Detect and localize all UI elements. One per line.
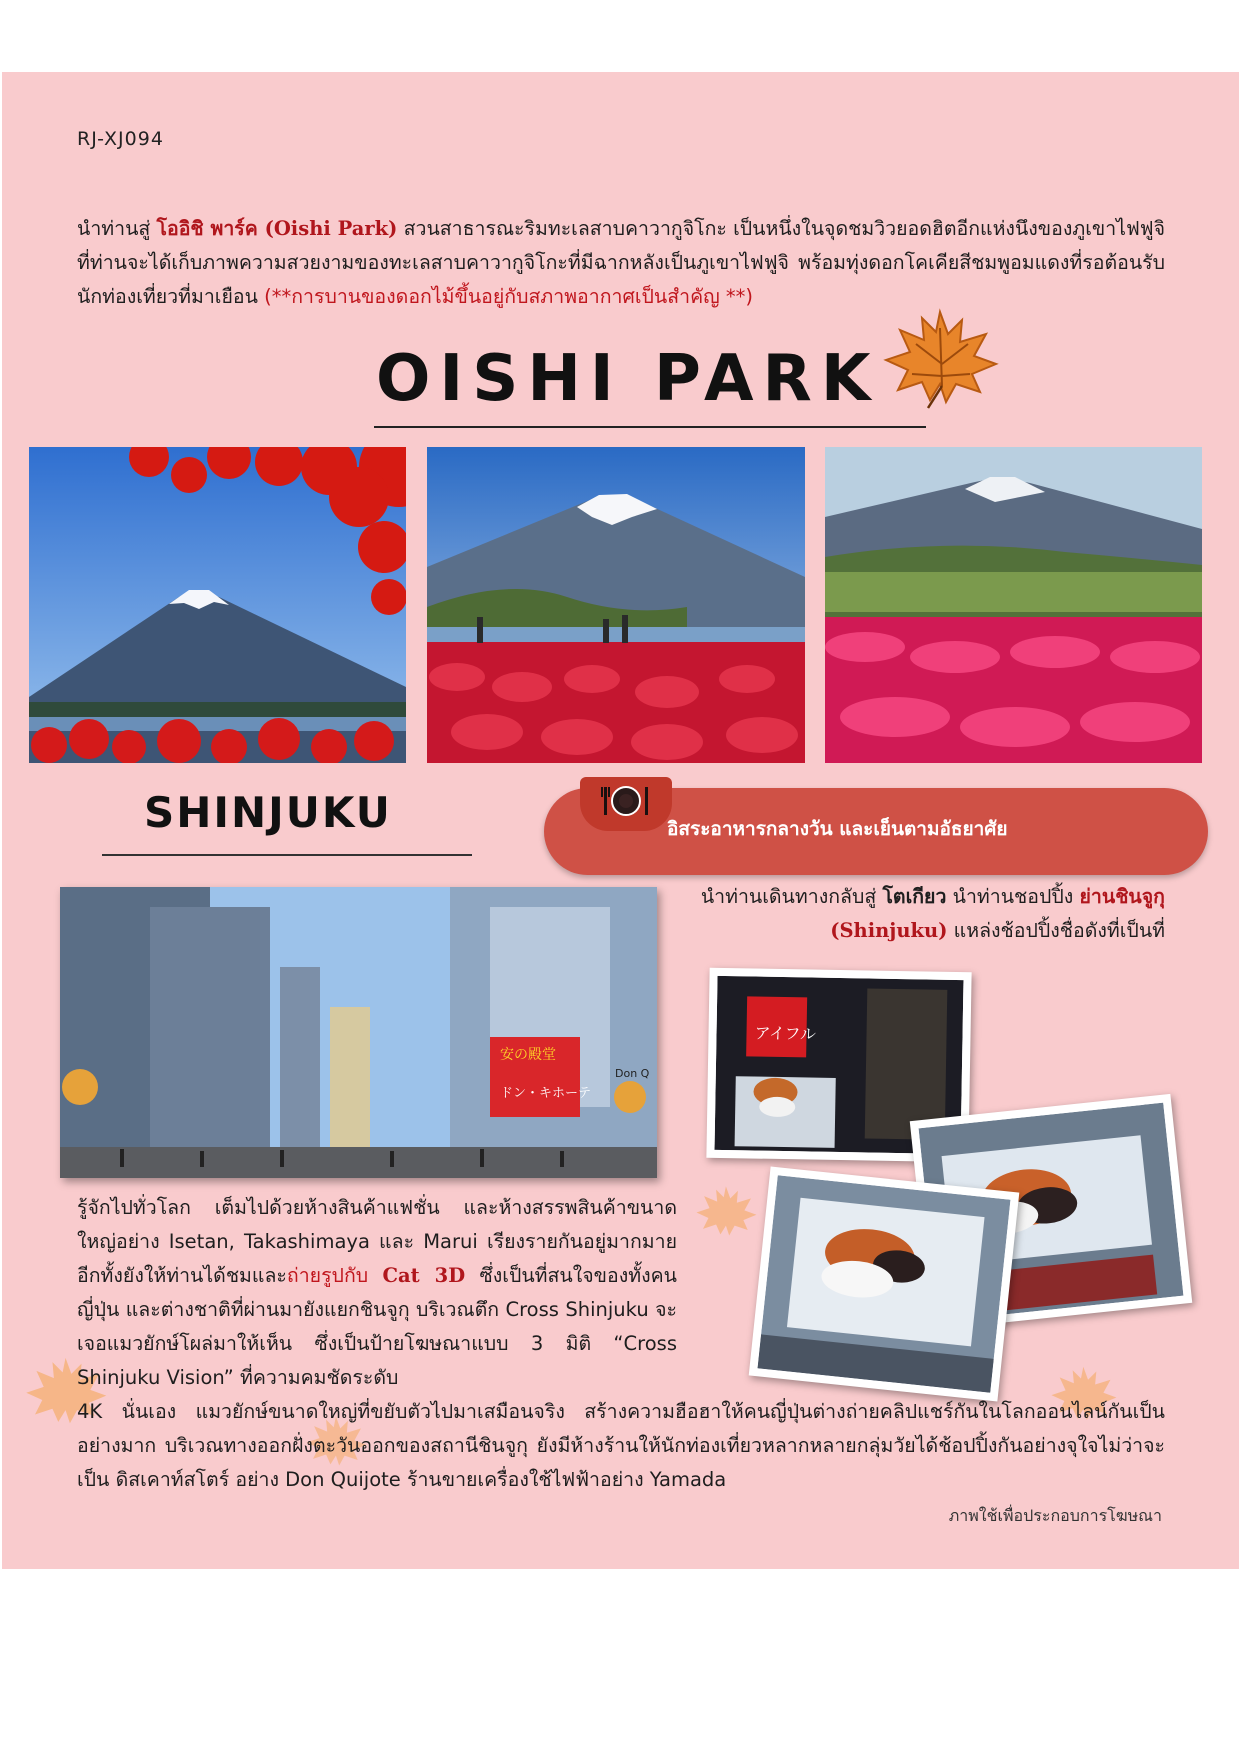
- shinjuku-title: SHINJUKU: [144, 788, 392, 837]
- oishi-park-name: โออิชิ พาร์ค (Oishi Park): [156, 217, 398, 240]
- oishi-text-a: นำท่านสู่: [77, 217, 157, 240]
- cat-3d-photo-3: [749, 1167, 1020, 1402]
- store-sign-3: Don Q: [615, 1067, 650, 1080]
- cat-3d-name: Cat 3D: [382, 1264, 466, 1287]
- flyer-page: [2, 72, 1239, 1569]
- intro-text-b: นำท่านชอปปิ้ง: [946, 885, 1080, 908]
- document-code: RJ-XJ094: [77, 128, 164, 150]
- store-sign-1: 安の殿堂: [500, 1047, 556, 1063]
- shinjuku-intro: [692, 880, 1165, 948]
- title-underline: [374, 426, 926, 428]
- ad-caption: ภาพใช้เพื่อประกอบการโฆษณา: [948, 1506, 1162, 1525]
- shinjuku-more: 4K นั่นเอง แมวยักษ์ขนาดใหญ่ที่ขยับตัวไปมาเสมือนจริง สร้างความฮือฮาให้คนญี่ปุ่นต่างถ่ายคลิปแชร์กันในโลกออนไลน์กันเป็นอย่างมาก บริเวณทางออกฝั่งตะวันออกของสถานีชินจูกุ ยังมีห้างร้านให้นักท่องเที่ยวหลากหลายกลุ่มวัยได้ช้อปปิ้งกันอย่างจุใจไม่ว่าจะเป็น ดิสเคาท์สโตร์ อย่าง Don Quijote ร้านขายเครื่องใช้ไฟฟ้าอย่าง Yamada: [77, 1400, 1165, 1491]
- fuji-garden-photo: [825, 447, 1202, 763]
- meal-text: อิสระอาหารกลางวัน และเย็นตามอัธยาศัย: [667, 818, 1008, 840]
- maple-leaf-icon: [882, 304, 1002, 414]
- autumn-leaf-icon: [692, 1182, 762, 1242]
- intro-text-c: แหล่งช้อปปิ้งชื่อดังที่เป็นที่: [947, 919, 1165, 942]
- shinjuku-underline: [102, 854, 472, 856]
- photo-cat-text: ถ่ายรูปกับ: [286, 1264, 383, 1287]
- fuji-kochia-photo: [427, 447, 805, 763]
- store-sign-2: ドン・キホーテ: [500, 1086, 592, 1101]
- shinjuku-details: [77, 1191, 677, 1395]
- shinjuku-street-photo: [60, 887, 657, 1178]
- meal-tab: [580, 777, 672, 831]
- tokyo-name: โตเกียว: [882, 885, 947, 908]
- cutlery-icon: [580, 777, 672, 831]
- details-text-a: รู้จักไปทั่วโลก เต็มไปด้วยห้างสินค้าแฟชั่น และห้างสรรพสินค้าขนาดใหญ่อย่าง Isetan, Takashimaya และ Marui เรียงรายกันอยู่มากมาย อีกทั้งยังให้ท่านได้ชมและ: [77, 1196, 677, 1287]
- shinjuku-name: ย่านชินจูกุ (Shinjuku): [830, 885, 1165, 942]
- fuji-maple-photo: [29, 447, 406, 763]
- intro-text-a: นำท่านเดินทางกลับสู่: [700, 885, 883, 908]
- oishi-description: [77, 212, 1165, 314]
- details-text-b: ซึ่งเป็นที่สนใจของทั้งคนญี่ปุ่น และต่างชาติที่ผ่านมายังแยกชินจูกุ บริเวณตึก Cross Shinjuku จะเจอแมวยักษ์โผล่มาให้เห็น ซึ่งเป็นป้ายโฆษณาแบบ 3 มิติ “Cross Shinjuku Vision” ที่ความคมชัดระดับ: [77, 1264, 677, 1389]
- oishi-park-title: OISHI PARK: [376, 342, 880, 416]
- oishi-text-b: สวนสาธารณะริมทะเลสาบคาวากูจิโกะ เป็นหนึ่งในจุดชมวิวยอดฮิตอีกแห่งนึงของภูเขาไฟฟูจิ ที่ท่านจะได้เก็บภาพความสวยงามของทะเลสาบคาวากูจิโกะที่มีฉากหลังเป็นภูเขาไฟฟูจิ พร้อมทุ่งดอกโคเคียสีชมพูอมแดงที่รอต้อนรับนักท่องเที่ยวที่มาเยือน: [77, 217, 1165, 308]
- aiful-sign: アイフル: [754, 1023, 817, 1044]
- bloom-note: (**การบานของดอกไม้ขึ้นอยู่กับสภาพอากาศเป็นสำคัญ **): [264, 285, 754, 308]
